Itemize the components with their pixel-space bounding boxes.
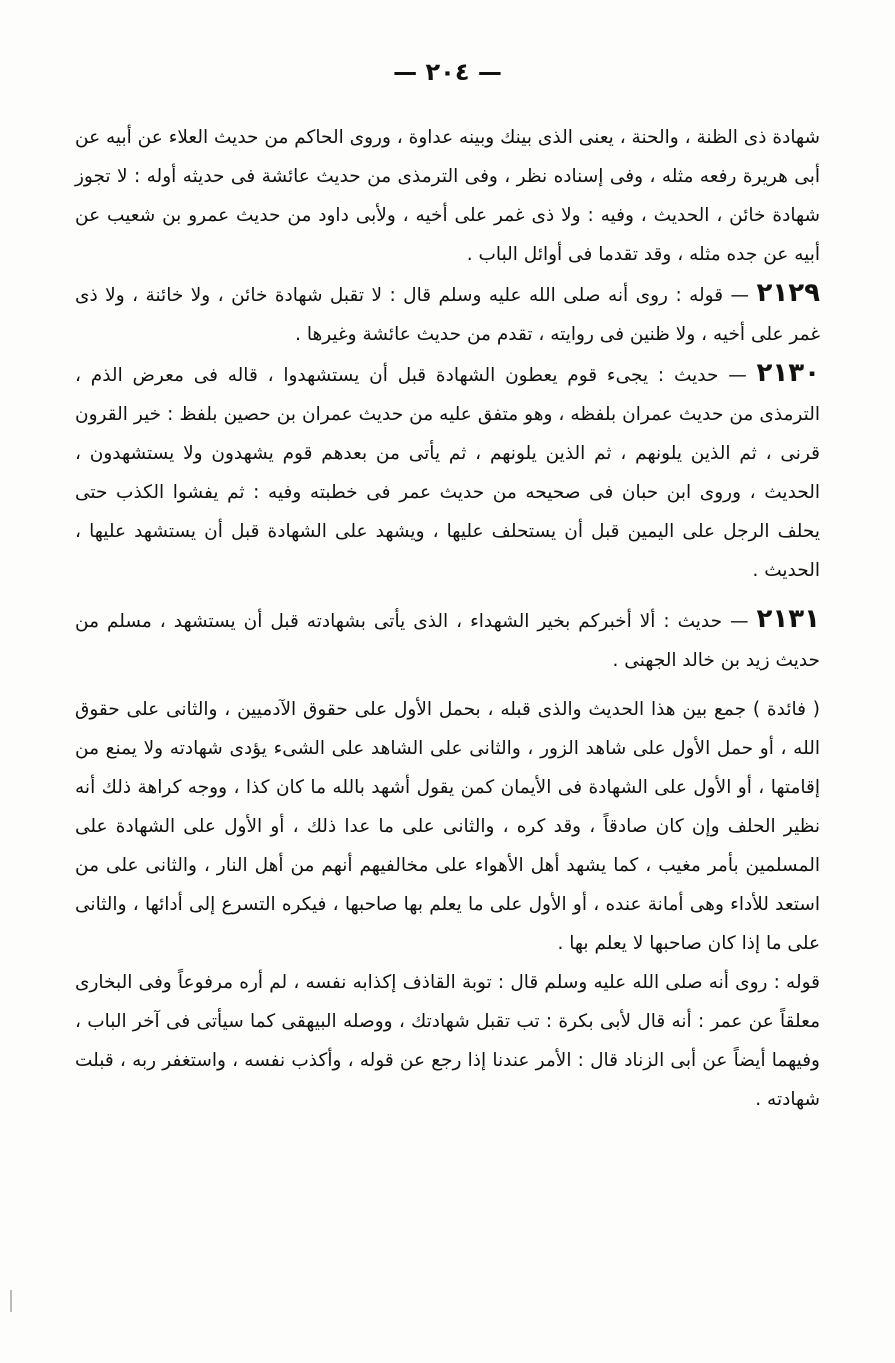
- page-number: — ٢٠٤ —: [393, 58, 502, 86]
- hadith-number: ٢١٣١: [756, 604, 820, 634]
- paragraph-5-text: ( فائدة ) جمع بين هذا الحديث والذى قبله ، بحمل الأول على حقوق الآدميين ، والثانى على حقوق الله ، أو حمل الأول على شاهد الزور ، والثانى على الشاهد على الشىء يؤدى شهادته ولا يمنع من إقامتها ، أو الأول على الشهادة فى الأيمان كمن يقول أشهد بالله ما كان كذا ، ووجه كراهة ذلك أنه نظير الحلف وإن كان صادقاً ، وقد كره ، والثانى على ما عدا ذلك ، أو الأول على الشهادة على المسلمين بأمر مغيب ، كما يشهد أهل الأهواء على مخالفيهم أنهم من أهل النار ، والثانى على من استعد للأداء وهى أمانة عنده ، أو الأول على ما يعلم بها صاحبها ، فيكره التسرع إلى أدائها ، والثانى على ما إذا كان صاحبها لا يعلم بها .: [75, 699, 820, 954]
- paragraph-hadith-2129: [75, 274, 820, 354]
- paragraph-4-text: — حديث : ألا أخبركم بخير الشهداء ، الذى يأتى بشهادته قبل أن يستشهد ، مسلم من حديث زيد بن خالد الجهنى .: [75, 611, 820, 671]
- paragraph-hadith-2130: [75, 354, 820, 590]
- page-body: [75, 118, 820, 1119]
- hadith-number: ٢١٢٩: [756, 278, 820, 308]
- paragraph-qawluh: [75, 963, 820, 1119]
- paragraph-3-text: — حديث : يجىء قوم يعطون الشهادة قبل أن يستشهدوا ، قاله فى معرض الذم ، الترمذى من حديث عمران بلفظه ، وهو متفق عليه من حديث عمران بن حصين بلفظ : خير القرون قرنى ، ثم الذين يلونهم ، ثم الذين يلونهم ، ثم يأتى من بعدهم قوم يشهدون ولا يستشهدون ، الحديث ، وروى ابن حبان فى صحيحه من حديث عمر فى خطبته وفيه : ثم يفشوا الكذب حتى يحلف الرجل على اليمين قبل أن يستحلف عليها ، ويشهد على الشهادة قبل أن يستشهد عليها ، الحديث .: [75, 365, 820, 581]
- paragraph-1-text: شهادة ذى الظنة ، والحنة ، يعنى الذى بينك وبينه عداوة ، وروى الحاكم من حديث العلاء عن أبيه عن أبى هريرة رفعه مثله ، وفى إسناده نظر ، وفى الترمذى من حديث عائشة فى حديثه أوله : لا تجوز شهادة خائن ، الحديث ، وفيه : ولا ذى غمر على أخيه ، ولأبى داود من حديث عمرو بن شعيب عن أبيه عن جده مثله ، وقد تقدما فى أوائل الباب .: [75, 127, 820, 265]
- paragraph-faida: [75, 690, 820, 963]
- paragraph-6-text: قوله : روى أنه صلى الله عليه وسلم قال : توبة القاذف إكذابه نفسه ، لم أره مرفوعاً وفى البخارى معلقاً عن عمر : أنه قال لأبى بكرة : تب تقبل شهادتك ، ووصله البيهقى كما سيأتى فى آخر الباب ، وفيهما أيضاً عن أبى الزناد قال : الأمر عندنا إذا رجع عن قوله ، وأكذب نفسه ، واستغفر ربه ، قبلت شهادته .: [75, 972, 820, 1110]
- margin-mark: [10, 1290, 12, 1312]
- paragraph-2-text: — قوله : روى أنه صلى الله عليه وسلم قال : لا تقبل شهادة خائن ، ولا خائنة ، ولا ذى غمر على أخيه ، ولا ظنين فى روايته ، تقدم من حديث عائشة وغيرها .: [75, 285, 820, 345]
- paragraph-1: [75, 118, 820, 274]
- hadith-number: ٢١٣٠: [756, 358, 820, 388]
- paragraph-hadith-2131: [75, 600, 820, 680]
